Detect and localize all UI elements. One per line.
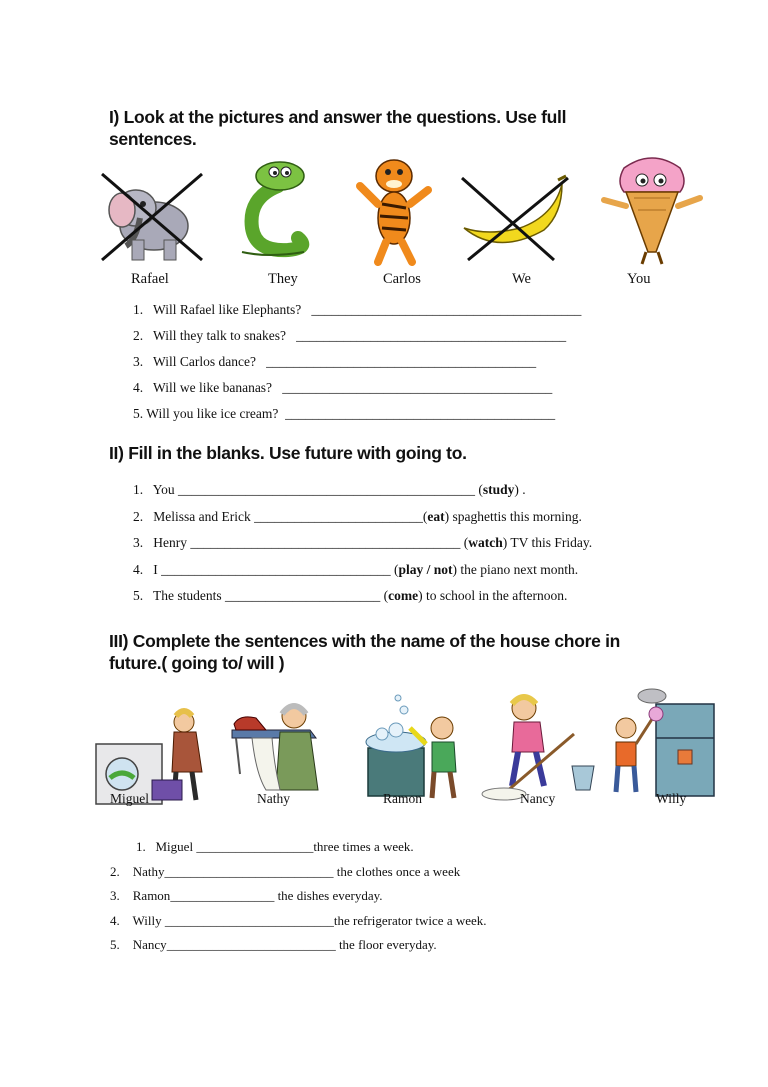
item-number: 1. [133,482,144,497]
verb-hint: play / not [398,562,453,577]
verb-hint: study [482,482,515,497]
question-text: Will we like bananas? [153,380,273,395]
item-number: 5. [133,588,144,603]
item-subject: You [152,482,175,497]
paren-open: ( [383,588,389,603]
item-rest: to school in the afternoon. [422,588,568,603]
item-number: 5. [110,937,120,952]
answer-blank[interactable]: __________________________ [166,937,336,952]
item-rest: the clothes once a week [333,864,461,879]
fill-item-1 [133,482,526,498]
fill-item-2 [133,509,582,525]
item-number: 4. [110,913,120,928]
item-rest: spaghettis this morning. [449,509,582,524]
caption-ramon: Ramon [383,791,422,806]
answer-blank[interactable]: __________________________ [164,913,334,928]
item-number: 2. [110,864,120,879]
question-text: Will you like ice cream? [146,406,279,421]
question-4 [133,380,552,396]
caption-we: We [512,271,531,287]
answer-blank[interactable]: ________________________________________ [190,535,461,550]
item-number: 2. [133,509,144,524]
fill-item-4 [133,562,578,578]
paren-close: ) [418,588,423,603]
paren-open: ( [463,535,469,550]
item-rest: TV this Friday. [507,535,593,550]
ironing-picture [226,694,338,802]
item-subject: Nancy [132,937,167,952]
paren-open: ( [478,482,483,497]
answer-blank[interactable]: ________________________________________ [311,302,582,317]
item-number: 4. [133,562,144,577]
item-rest: the floor everyday. [335,937,437,952]
fill-item-5 [133,588,567,604]
answer-blank[interactable]: ________________________________________ [266,354,537,369]
refrigerator-picture [604,686,720,800]
question-2 [133,328,566,344]
chore-item-5 [110,937,437,953]
question-text: Will Carlos dance? [153,354,256,369]
answer-blank[interactable]: __________________________ [164,864,334,879]
caption-carlos: Carlos [383,271,421,287]
item-subject: Ramon [132,888,171,903]
answer-blank[interactable]: ________________________________________ [282,380,553,395]
item-subject: The students [153,588,222,603]
answer-blank[interactable]: ________________________________________ [296,328,567,343]
caption-willy: Willy [656,791,687,806]
item-rest: the refrigerator twice a week. [333,913,487,928]
item-subject: I [153,562,158,577]
item-rest: . [518,482,526,497]
verb-hint: eat [427,509,445,524]
answer-blank[interactable]: ________________________________________ [285,406,556,421]
paren-close: ) [452,562,458,577]
question-text: Will they talk to snakes? [153,328,286,343]
section3-title-line2: future.( going to/ will ) [109,653,285,673]
snake-picture [228,158,314,262]
verb-hint: watch [468,535,503,550]
question-1 [133,302,581,318]
caption-miguel: Miguel [110,791,149,806]
caption-rafael: Rafael [131,271,169,287]
answer-blank[interactable]: __________________________________ [161,562,391,577]
ice-cream-picture [596,152,708,266]
answer-blank[interactable]: __________________ [196,839,314,854]
paren-close: ) [514,482,519,497]
item-rest: the piano next month. [457,562,579,577]
item-rest: the dishes everyday. [274,888,383,903]
question-5 [133,406,555,422]
question-number: 3. [133,354,144,369]
chore-item-2 [110,864,460,880]
caption-they: They [268,271,298,287]
question-number: 4. [133,380,144,395]
section3-title-line1: III) Complete the sentences with the name of the house chore in [109,631,621,651]
item-subject: Willy [132,913,162,928]
answer-blank[interactable]: ____________________________________________ [178,482,476,497]
answer-blank[interactable]: _________________________ [254,509,423,524]
answer-blank[interactable]: _______________________ [225,588,381,603]
paren-open: ( [394,562,399,577]
item-subject: Nathy [132,864,165,879]
caption-you: You [627,271,651,287]
question-number: 2. [133,328,144,343]
elephant-crossed-picture [96,168,208,266]
banana-crossed-picture [458,172,570,264]
verb-hint: come [388,588,419,603]
chore-item-3 [110,888,383,904]
item-number: 3. [133,535,144,550]
paren-close: ) [502,535,508,550]
chore-item-4 [110,913,487,929]
answer-blank[interactable]: ________________ [170,888,275,903]
tiger-picture [352,154,434,266]
item-subject: Henry [153,535,187,550]
fill-item-3 [133,535,592,551]
mopping-picture [478,690,602,802]
section1-title-line1: I) Look at the pictures and answer the questions. Use full [109,107,567,127]
section1-title-line2: sentences. [109,129,197,149]
item-number: 1. [136,839,146,854]
question-number: 1. [133,302,144,317]
question-3 [133,354,536,370]
paren-close: ) [444,509,450,524]
caption-nancy: Nancy [520,791,556,806]
item-rest: three times a week. [313,839,414,854]
dishwashing-picture [362,688,468,802]
chore-item-1 [136,839,414,855]
item-number: 3. [110,888,120,903]
caption-nathy: Nathy [257,791,290,806]
item-subject: Melissa and Erick [153,509,251,524]
paren-open: ( [422,509,428,524]
section2-title: II) Fill in the blanks. Use future with going to. [109,443,467,463]
question-number: 5. [133,406,144,421]
item-subject: Miguel [155,839,194,854]
question-text: Will Rafael like Elephants? [153,302,302,317]
